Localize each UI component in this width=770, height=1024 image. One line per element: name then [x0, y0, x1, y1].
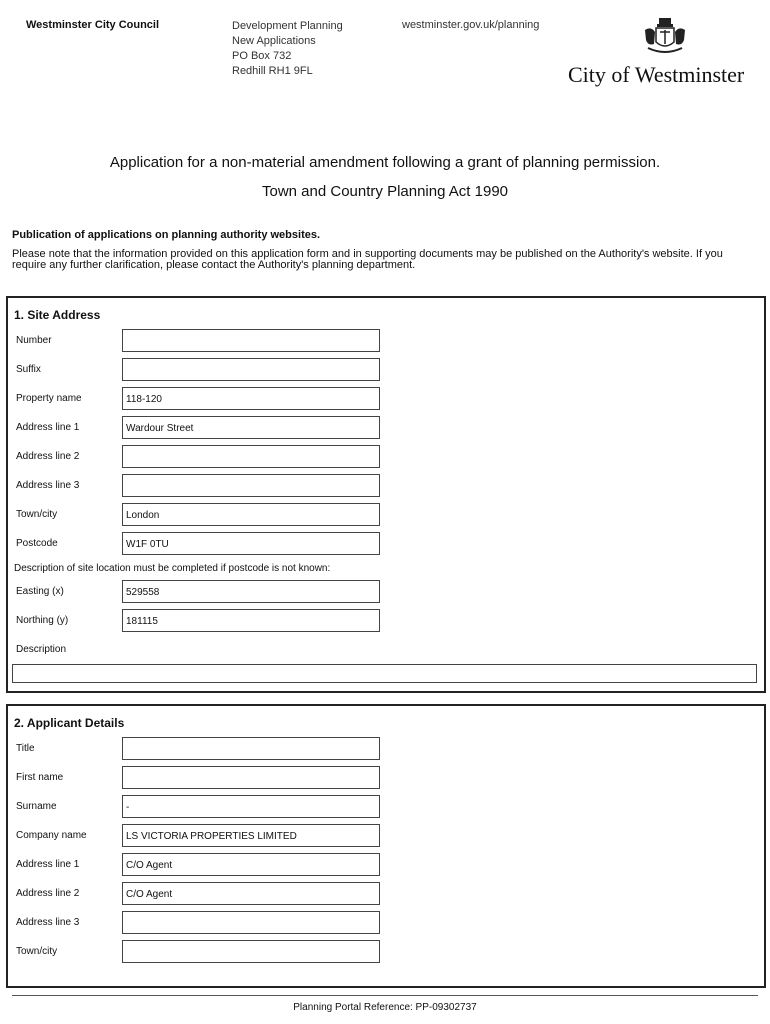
address-line-3-field[interactable]: [122, 474, 380, 497]
address-line: New Applications: [232, 35, 316, 47]
form-row: [8, 532, 764, 558]
field-label: Title: [16, 743, 35, 754]
form-row: [8, 795, 764, 821]
publication-text: Please note that the information provided on this application form and in supporting documents may be published on the Authority's website. If you require any further clarification, please contact the Authority's planning department.: [12, 248, 723, 271]
field-label: Town/city: [16, 946, 58, 957]
form-row: [8, 329, 764, 355]
northing-field[interactable]: 181115: [122, 609, 380, 632]
form-row: [8, 882, 764, 908]
field-label: Northing (y): [16, 615, 69, 626]
field-label: First name: [16, 772, 64, 783]
field-label: Postcode: [16, 538, 58, 549]
form-row: [8, 766, 764, 792]
section-title: 2. Applicant Details: [14, 716, 125, 730]
applicant-details-section: [6, 704, 766, 988]
field-label: Property name: [16, 393, 82, 404]
address-line-1-field[interactable]: Wardour Street: [122, 416, 380, 439]
field-label: Address line 1: [16, 422, 80, 433]
field-label: Address line 3: [16, 917, 80, 928]
title-field[interactable]: [122, 737, 380, 760]
surname-field[interactable]: -: [122, 795, 380, 818]
address-line-2-field[interactable]: [122, 445, 380, 468]
form-row: [8, 358, 764, 384]
description-label: Description: [16, 644, 67, 655]
field-label: Address line 1: [16, 859, 80, 870]
form-row: [8, 737, 764, 763]
form-row: [8, 911, 764, 937]
location-note: Description of site location must be completed if postcode is not known:: [14, 563, 331, 574]
website-link[interactable]: westminster.gov.uk/planning: [402, 19, 540, 31]
address-line: Development Planning: [232, 20, 343, 32]
form-row: [8, 474, 764, 500]
address-line-2-field[interactable]: C/O Agent: [122, 882, 380, 905]
field-label: Town/city: [16, 509, 58, 520]
form-row: [8, 387, 764, 413]
field-label: Suffix: [16, 364, 41, 375]
field-label: Company name: [16, 830, 87, 841]
company-name-field[interactable]: LS VICTORIA PROPERTIES LIMITED: [122, 824, 380, 847]
logo-wordmark: City of Westminster: [568, 62, 745, 87]
property-name-field[interactable]: 118-120: [122, 387, 380, 410]
description-field[interactable]: [12, 664, 757, 683]
form-row: [8, 940, 764, 966]
field-label: Address line 3: [16, 480, 80, 491]
easting-field[interactable]: 529558: [122, 580, 380, 603]
postal-address: [232, 19, 343, 79]
council-name: Westminster City Council: [26, 19, 160, 31]
section-title: 1. Site Address: [14, 308, 101, 322]
portal-reference: Planning Portal Reference: PP-09302737: [293, 1002, 477, 1013]
suffix-field[interactable]: [122, 358, 380, 381]
form-row: [8, 824, 764, 850]
form-row: [8, 416, 764, 442]
site-address-section: [6, 296, 766, 693]
footer-divider: [12, 995, 758, 996]
form-row: [8, 503, 764, 529]
address-line: PO Box 732: [232, 50, 292, 62]
address-line-1-field[interactable]: C/O Agent: [122, 853, 380, 876]
publication-heading: Publication of applications on planning authority websites.: [12, 229, 321, 241]
field-label: Surname: [16, 801, 57, 812]
form-subtitle: Town and Country Planning Act 1990: [262, 183, 508, 200]
coat-of-arms-icon: [642, 18, 688, 61]
town-city-field[interactable]: London: [122, 503, 380, 526]
first-name-field[interactable]: [122, 766, 380, 789]
field-label: Address line 2: [16, 451, 80, 462]
address-line-3-field[interactable]: [122, 911, 380, 934]
field-label: Number: [16, 335, 52, 346]
form-title: Application for a non-material amendment following a grant of planning permission.: [109, 154, 661, 171]
form-row: [8, 445, 764, 471]
form-row: [8, 853, 764, 879]
field-label: Easting (x): [16, 586, 64, 597]
postcode-field[interactable]: W1F 0TU: [122, 532, 380, 555]
number-field[interactable]: [122, 329, 380, 352]
field-label: Address line 2: [16, 888, 80, 899]
form-row: [8, 609, 764, 635]
address-line: Redhill RH1 9FL: [232, 65, 313, 77]
form-row: [8, 580, 764, 606]
town-city-field[interactable]: [122, 940, 380, 963]
